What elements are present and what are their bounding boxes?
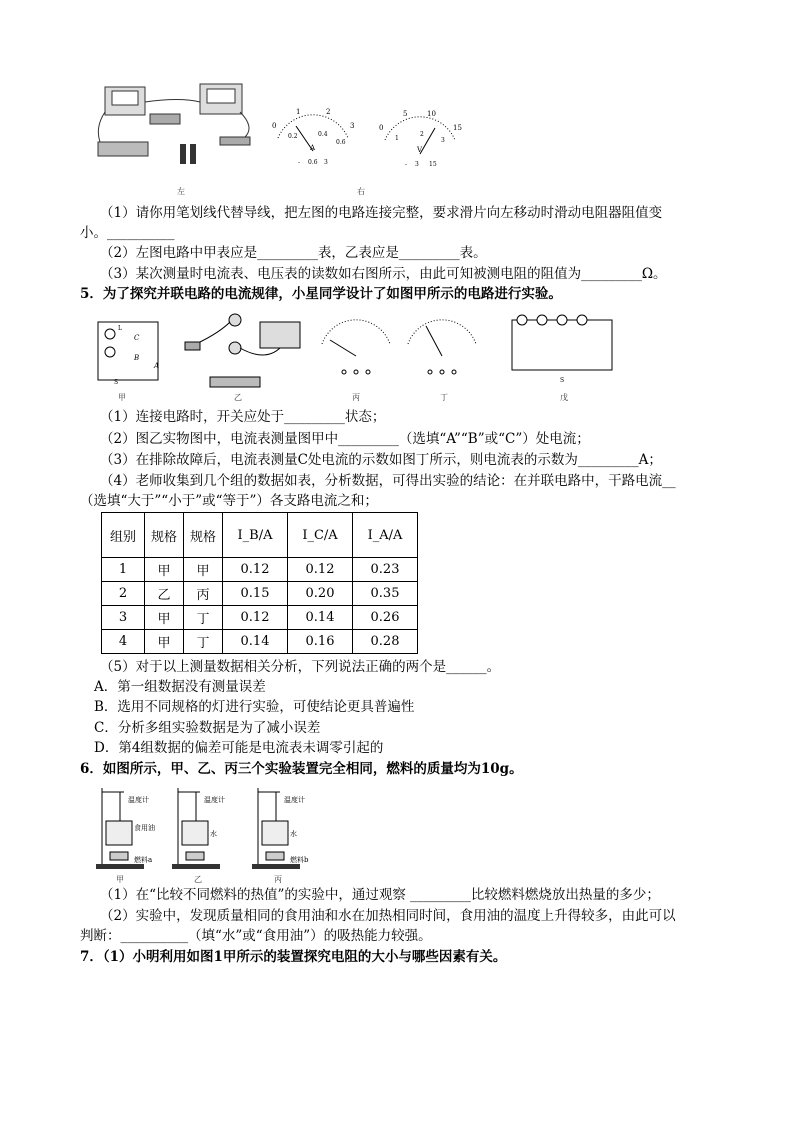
table-header: 组别 <box>102 513 145 558</box>
table-header-row <box>102 513 418 558</box>
q6-part2: （2）实验中，发现质量相同的食用油和水在加热相同时间，食用油的温度上升得较多，由此可以 <box>100 908 676 924</box>
data-table <box>101 512 418 654</box>
ammeter-dial <box>268 106 358 168</box>
table-row: 4 甲 丁 0.14 0.16 0.28 <box>102 630 418 654</box>
q5-title: 5．为了探究并联电路的电流规律，小星同学设计了如图甲所示的电路进行实验。 <box>80 286 562 302</box>
svg-text:5: 5 <box>403 110 408 118</box>
svg-text:水: 水 <box>290 830 297 838</box>
table-header: 规格 <box>145 513 184 558</box>
svg-text:0.6: 0.6 <box>308 159 318 166</box>
q4-part1: （1）请你用笔划线代替导线，把左图的电路连接完整，要求滑片向左移动时滑动电阻器阻值变 <box>100 205 663 221</box>
svg-text:温度计: 温度计 <box>204 796 225 804</box>
ammeter-inner-1: 0.4 <box>318 131 328 138</box>
q5-part2: （2）图乙实物图中，电流表测量图甲中_________（选填“A”“B”或“C”）处电流； <box>100 431 590 447</box>
caption-q6-jia: 甲 <box>116 875 124 884</box>
svg-text:食用油: 食用油 <box>134 824 155 832</box>
svg-text:-: - <box>298 159 301 166</box>
q5-option-c: C．分析多组实验数据是为了减小误差 <box>94 720 321 736</box>
q7-title: 7．（1）小明利用如图1甲所示的装置探究电阻的大小与哪些因素有关。 <box>80 949 507 965</box>
svg-text:3: 3 <box>441 137 445 144</box>
q4-part1-cont: 小。__________ <box>80 225 175 241</box>
q5-option-a: A．第一组数据没有测量误差 <box>94 679 266 695</box>
table-row: 1 甲 甲 0.12 0.12 0.23 <box>102 558 418 582</box>
svg-text:3: 3 <box>415 161 419 168</box>
svg-text:0: 0 <box>379 124 384 132</box>
table-header: I_C/A <box>288 513 353 558</box>
caption-left: 左 <box>177 187 185 196</box>
ammeter-tick-1: 1 <box>296 108 301 116</box>
svg-text:V: V <box>417 146 423 154</box>
q5-option-b: B．选用不同规格的灯进行实验，可使结论更具普遍性 <box>94 699 415 715</box>
svg-text:2: 2 <box>420 131 424 138</box>
caption-q6-yi: 乙 <box>194 875 202 884</box>
svg-text:1: 1 <box>395 135 399 142</box>
ammeter-inner-0: 0.2 <box>288 133 298 140</box>
svg-text:S: S <box>114 379 119 386</box>
caption-yi: 乙 <box>234 393 242 402</box>
voltmeter-dial <box>375 110 465 170</box>
ammeter-tick-3: 3 <box>350 122 355 130</box>
svg-text:C: C <box>134 334 140 342</box>
table-row: 2 乙 丙 0.15 0.20 0.35 <box>102 582 418 606</box>
ammeter-inner-2: 0.6 <box>336 139 346 146</box>
table-row: 3 甲 丁 0.12 0.14 0.26 <box>102 606 418 630</box>
caption-bing: 丙 <box>352 393 360 402</box>
svg-text:温度计: 温度计 <box>284 796 305 804</box>
svg-text:S: S <box>560 377 565 384</box>
caption-q6-bing: 丙 <box>274 875 282 884</box>
figure-q5-circuits <box>90 312 620 402</box>
q4-part3: （3）某次测量时电流表、电压表的读数如右图所示，由此可知被测电阻的阻值为_________Ω。 <box>100 266 667 282</box>
q6-title: 6．如图所示，甲、乙、丙三个实验装置完全相同，燃料的质量均为10g。 <box>80 761 523 777</box>
svg-text:A: A <box>154 362 160 370</box>
svg-text:水: 水 <box>210 830 217 838</box>
svg-text:15: 15 <box>453 124 462 132</box>
svg-text:燃料b: 燃料b <box>290 856 309 864</box>
ammeter-unit: A <box>310 144 316 152</box>
caption-ding: 丁 <box>440 393 448 402</box>
q5-part5: （5）对于以上测量数据相关分析，下列说法正确的两个是______。 <box>100 659 501 675</box>
caption-jia: 甲 <box>118 393 126 402</box>
q6-part2-cont: 判断：__________（填“水”或“食用油”）的吸热能力较强。 <box>80 928 432 944</box>
q6-part1: （1）在“比较不同燃料的热值”的实验中，通过观察 _________比较燃料燃烧放出热量的多少； <box>100 887 660 903</box>
svg-text:L: L <box>118 325 122 332</box>
caption-wu: 戊 <box>560 393 568 402</box>
q5-part4-cont: （选填“大于”“小于”或“等于”）各支路电流之和； <box>80 493 378 509</box>
table-header: I_A/A <box>353 513 418 558</box>
q5-part4: （4）老师收集到几个组的数据如表，分析数据，可得出实验的结论：在并联电路中，干路电流__ <box>100 473 676 489</box>
figure-q6-apparatus <box>94 786 334 876</box>
svg-text:B: B <box>134 354 140 362</box>
svg-text:15: 15 <box>429 161 437 168</box>
q5-part3: （3）在排除故障后，电流表测量C处电流的示数如图丁所示，则电流表的示数为_________A； <box>100 452 662 468</box>
svg-text:10: 10 <box>427 110 436 118</box>
figure-q4-circuit <box>90 82 260 182</box>
q5-part1: （1）连接电路时，开关应处于_________状态； <box>100 409 386 425</box>
table-header: I_B/A <box>223 513 288 558</box>
q4-part2: （2）左图电路中甲表应是_________表，乙表应是_________表。 <box>100 245 487 261</box>
svg-text:燃料a: 燃料a <box>134 856 153 864</box>
svg-text:3: 3 <box>324 159 328 166</box>
table-header: 规格 <box>184 513 223 558</box>
ammeter-tick-0: 0 <box>272 122 277 130</box>
svg-text:-: - <box>405 161 408 168</box>
svg-text:温度计: 温度计 <box>128 796 149 804</box>
q5-option-d: D．第4组数据的偏差可能是电流表未调零引起的 <box>94 740 384 756</box>
ammeter-tick-2: 2 <box>326 108 331 116</box>
caption-right: 右 <box>357 187 365 196</box>
